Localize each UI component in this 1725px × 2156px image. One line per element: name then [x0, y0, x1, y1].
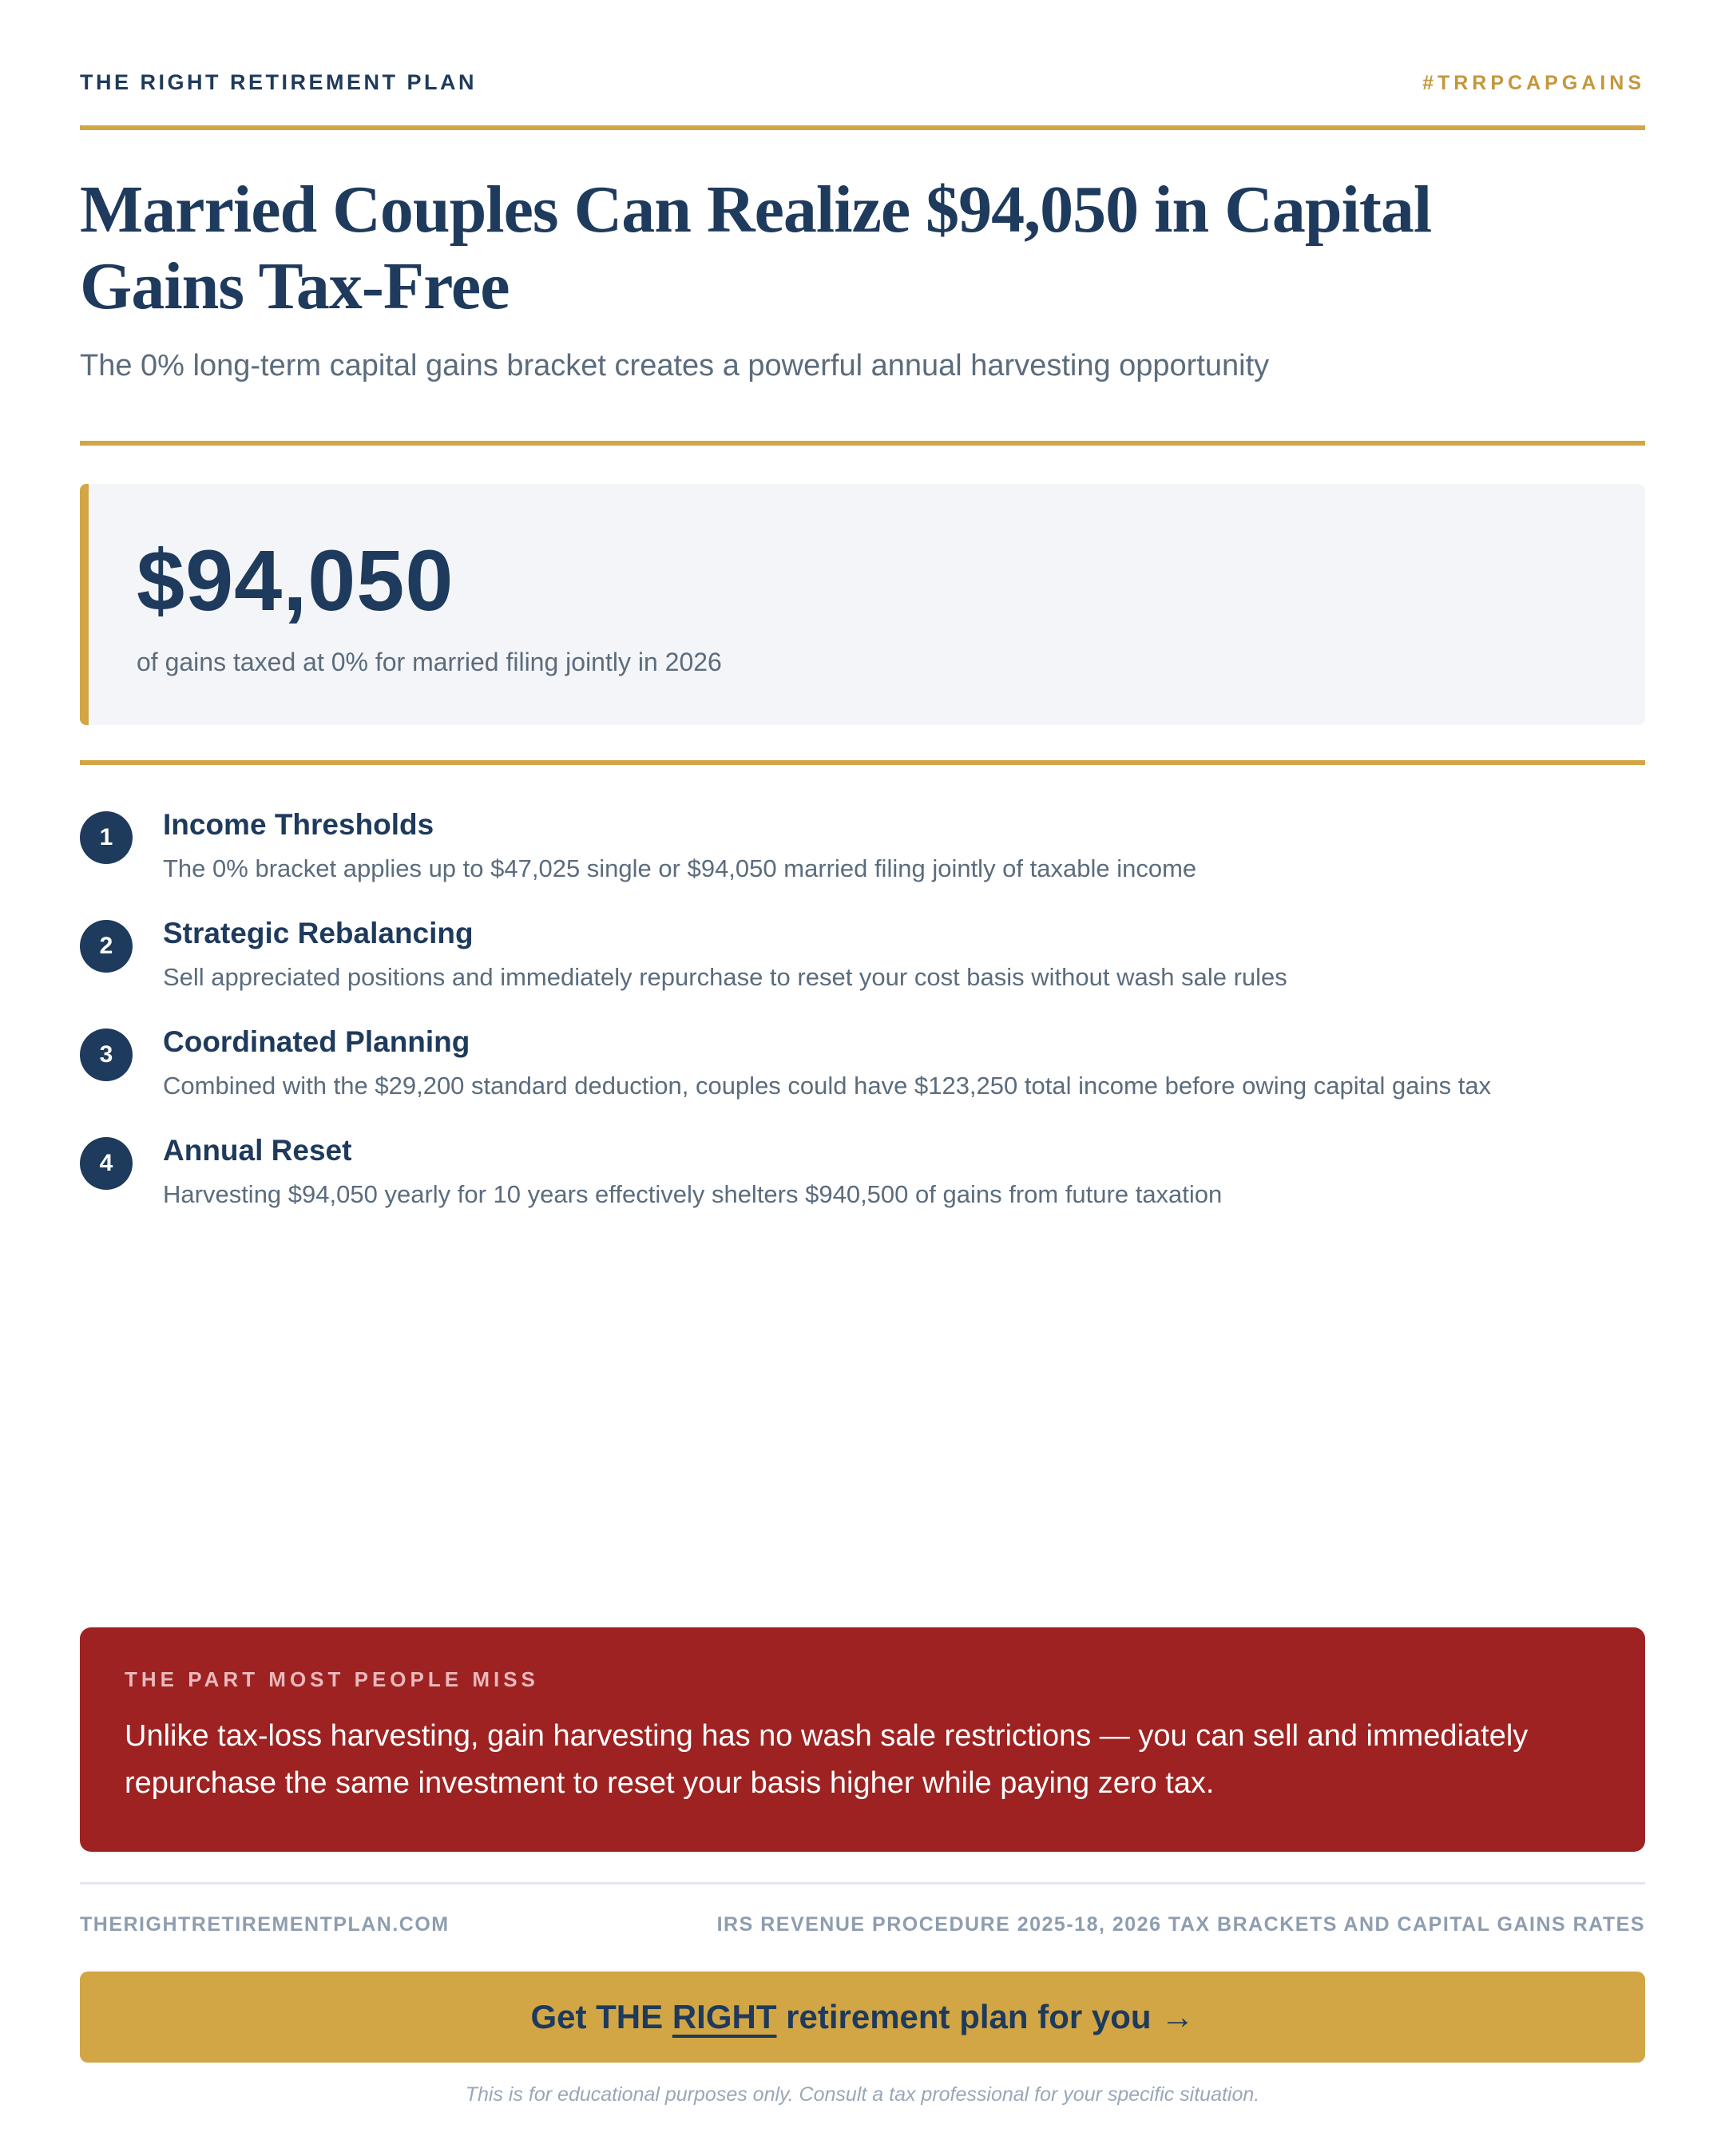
- step-description: Combined with the $29,200 standard deduction, couples could have $123,250 total income before owing capital gains tax: [163, 1071, 1492, 1100]
- gold-rule-top: [80, 125, 1645, 130]
- hashtag-label: #TRRPCAPGAINS: [1422, 72, 1645, 94]
- footer-site-url: THERIGHTRETIREMENTPLAN.COM: [80, 1913, 450, 1936]
- step-description: Sell appreciated positions and immediately repurchase to reset your cost basis without wash sale rules: [163, 962, 1287, 991]
- step-title: Coordinated Planning: [163, 1024, 470, 1058]
- step-number-badge: 1: [80, 811, 133, 864]
- step-title: Income Thresholds: [163, 807, 434, 841]
- step-title: Strategic Rebalancing: [163, 916, 474, 949]
- step-number-badge: 2: [80, 920, 133, 973]
- stat-highlight-box: [80, 484, 1645, 725]
- step-content: [163, 1025, 1491, 1100]
- step-content: [163, 1134, 1222, 1209]
- page-subtitle: The 0% long-term capital gains bracket creates a powerful annual harvesting opportunity: [80, 348, 1270, 382]
- list-item: [80, 808, 1645, 883]
- callout-box: [80, 1627, 1645, 1852]
- right-arrow-icon: →: [1160, 1998, 1195, 2035]
- step-content: [163, 917, 1287, 992]
- cta-text-highlight: RIGHT: [672, 1998, 777, 2035]
- gold-rule-subtitle: [80, 441, 1645, 446]
- flex-spacer: [80, 1209, 1645, 1628]
- gold-rule-stat: [80, 760, 1645, 765]
- list-item: [80, 1025, 1645, 1100]
- footer-source-citation: IRS REVENUE PROCEDURE 2025-18, 2026 TAX BRACKETS AND CAPITAL GAINS RATES: [716, 1913, 1645, 1936]
- callout-label: THE PART MOST PEOPLE MISS: [125, 1667, 539, 1692]
- cta-button[interactable]: [80, 1972, 1645, 2063]
- list-item: [80, 917, 1645, 992]
- stat-caption: of gains taxed at 0% for married filing jointly in 2026: [137, 647, 722, 676]
- step-description: Harvesting $94,050 yearly for 10 years effectively shelters $940,500 of gains from future taxation: [163, 1179, 1223, 1208]
- stat-value: $94,050: [137, 531, 454, 628]
- step-number-badge: 3: [80, 1028, 133, 1081]
- step-number-badge: 4: [80, 1137, 133, 1190]
- steps-list: [80, 808, 1645, 1209]
- brand-title: THE RIGHT RETIREMENT PLAN: [80, 70, 477, 94]
- step-content: [163, 808, 1196, 883]
- masthead: [80, 70, 1645, 95]
- step-title: Annual Reset: [163, 1133, 352, 1167]
- disclaimer-text: This is for educational purposes only. Consult a tax professional for your specific situation.: [465, 2083, 1260, 2106]
- step-description: The 0% bracket applies up to $47,025 single or $94,050 married filing jointly of taxable income: [163, 854, 1197, 882]
- cta-text-prefix: Get THE: [530, 1998, 672, 2035]
- cta-button-label: [530, 1998, 1194, 2036]
- page-title: Married Couples Can Realize $94,050 in Capital Gains Tax-Free: [80, 172, 1432, 323]
- list-item: [80, 1134, 1645, 1209]
- footer-divider: [80, 1882, 1645, 1885]
- cta-text-suffix: retirement plan for you: [776, 1998, 1152, 2035]
- footer: [80, 1913, 1645, 1936]
- callout-text: Unlike tax-loss harvesting, gain harvesting has no wash sale restrictions — you can sell and immediately repurchase the same investment to reset your basis higher while paying zero tax.: [125, 1719, 1529, 1801]
